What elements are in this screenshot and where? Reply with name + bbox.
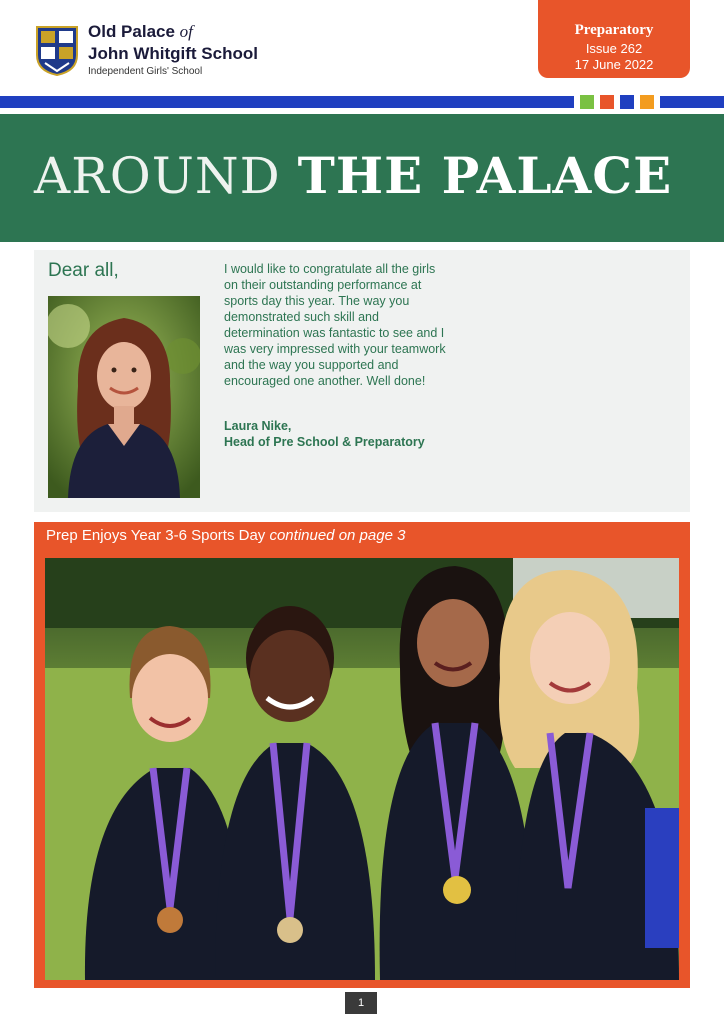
signature-role: Head of Pre School & Preparatory	[224, 435, 425, 449]
feature-title: Prep Enjoys Year 3-6 Sports Day	[46, 527, 266, 544]
page-number: 1	[345, 992, 377, 1014]
accent-square-green	[580, 95, 594, 109]
sports-day-photo	[45, 558, 679, 980]
accent-square-orange	[600, 95, 614, 109]
school-name-line2: John Whitgift School	[88, 44, 258, 63]
issue-date: 17 June 2022	[574, 57, 654, 72]
masthead-title-bold: THE PALACE	[297, 146, 673, 205]
letter-greeting: Dear all,	[48, 260, 119, 281]
issue-info-box	[538, 0, 690, 78]
masthead-title	[34, 146, 672, 205]
school-name-of: of	[179, 22, 193, 41]
signature-name: Laura Nike,	[224, 419, 292, 433]
issue-number: Issue 262	[585, 41, 643, 56]
section-label: Preparatory	[574, 22, 654, 38]
letter-body: I would like to congratulate all the girls on their outstanding performance at sports day this year. The way you demonstrated such skill and determination was fantastic to see and I was very impressed with your teamwork and the way you supported and encouraged one another. Well done!	[224, 262, 446, 388]
feature-heading	[46, 527, 405, 544]
masthead-title-light: AROUND	[34, 147, 281, 205]
accent-square-blue	[620, 95, 634, 109]
accent-squares	[574, 95, 660, 109]
letter-signature	[224, 418, 425, 450]
head-portrait-photo	[48, 296, 200, 498]
feature-continued-note: continued on page 3	[269, 527, 406, 544]
accent-square-amber	[640, 95, 654, 109]
school-name	[88, 22, 258, 77]
school-crest-logo	[35, 25, 79, 77]
school-name-line1: Old Palace	[88, 22, 175, 41]
school-subtitle: Independent Girls' School	[88, 66, 203, 77]
